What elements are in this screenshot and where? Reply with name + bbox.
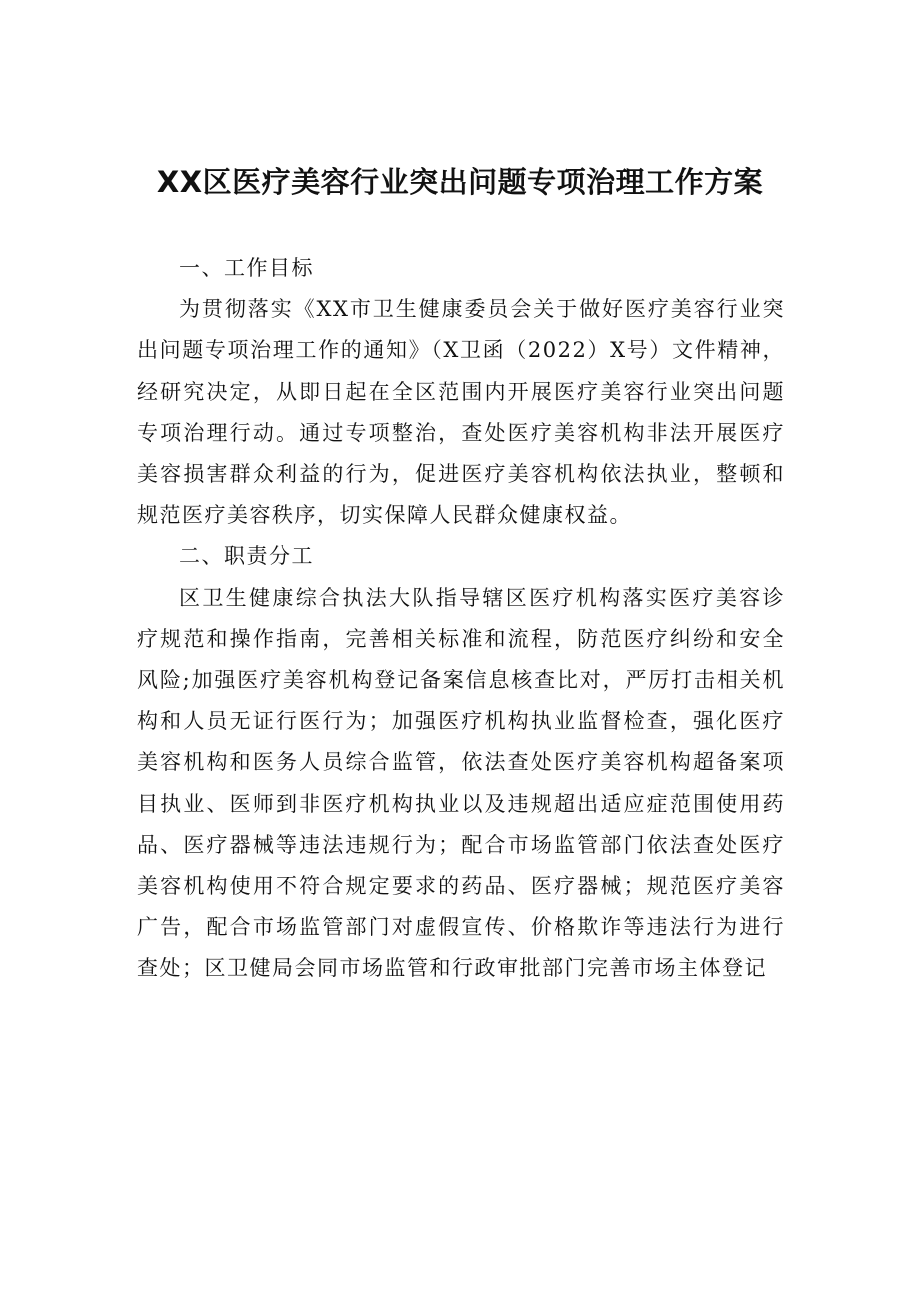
document-body: [137, 248, 785, 990]
section-heading-work-goals: 一、工作目标: [179, 256, 314, 280]
section-heading-responsibilities: 二、职责分工: [179, 544, 314, 569]
section-paragraph-responsibilities: 区卫生健康综合执法大队指导辖区医疗机构落实医疗美容诊疗规范和操作指南，完善相关标准和流程，防范医疗纠纷和安全风险;加强医疗美容机构登记备案信息核查比对，严厉打击相关机构和人员无证行医行为；加强医疗机构执业监督检查，强化医疗美容机构和医务人员综合监管，依法查处医疗美容机构超备案项目执业、医师到非医疗机构执业以及违规超出适应症范围使用药品、医疗器械等违法违规行为；配合市场监管部门依法查处医疗美容机构使用不符合规定要求的药品、医疗器械；规范医疗美容广告，配合市场监管部门对虚假宣传、价格欺诈等违法行为进行查处；区卫健局会同市场监管和行政审批部门完善市场主体登记: [137, 585, 785, 981]
document-title: XX区医疗美容行业突出问题专项治理工作方案: [156, 165, 764, 199]
section-paragraph-work-goals: 为贯彻落实《XX市卫生健康委员会关于做好医疗美容行业突出问题专项治理工作的通知》（X卫函（2022）X号）文件精神，经研究决定，从即日起在全区范围内开展医疗美容行业突出问题专项治理行动。通过专项整治，查处医疗美容机构非法开展医疗美容损害群众利益的行为，促进医疗美容机构依法执业，整顿和规范医疗美容秩序，切实保障人民群众健康权益。: [137, 297, 785, 528]
